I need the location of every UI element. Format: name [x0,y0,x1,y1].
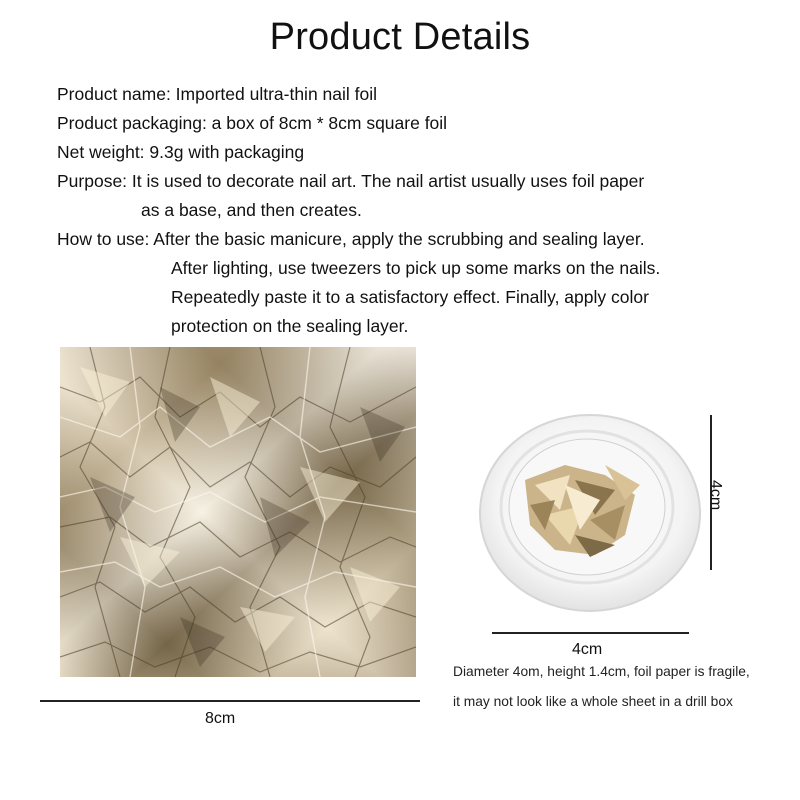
spec-how-to-use-cont-3: protection on the sealing layer. [171,316,409,336]
foil-width-label: 8cm [205,710,236,727]
foil-sheet-image [60,347,416,677]
box-height-label: 4cm [707,480,724,511]
spec-purpose: Purpose: It is used to decorate nail art. The nail artist usually uses foil paper [57,171,645,191]
box-width-dimension-line [492,632,689,634]
spec-packaging: Product packaging: a box of 8cm * 8cm square foil [57,113,448,133]
box-note-line-1: Diameter 4om, height 1.4cm, foil paper is fragile, [453,664,750,679]
spec-how-to-use-cont-2: Repeatedly paste it to a satisfactory effect. Finally, apply color [171,287,649,307]
spec-purpose-cont: as a base, and then creates. [141,200,362,220]
foil-box-image [475,405,705,615]
spec-how-to-use-cont-1: After lighting, use tweezers to pick up some marks on the nails. [171,258,661,278]
foil-width-dimension-line [40,700,420,702]
spec-net-weight: Net weight: 9.3g with packaging [57,142,305,162]
spec-how-to-use: How to use: After the basic manicure, apply the scrubbing and sealing layer. [57,229,645,249]
box-note-line-2: it may not look like a whole sheet in a drill box [453,694,733,709]
spec-product-name: Product name: Imported ultra-thin nail foil [57,84,378,104]
page-title: Product Details [269,16,531,58]
box-width-label: 4cm [572,641,603,658]
